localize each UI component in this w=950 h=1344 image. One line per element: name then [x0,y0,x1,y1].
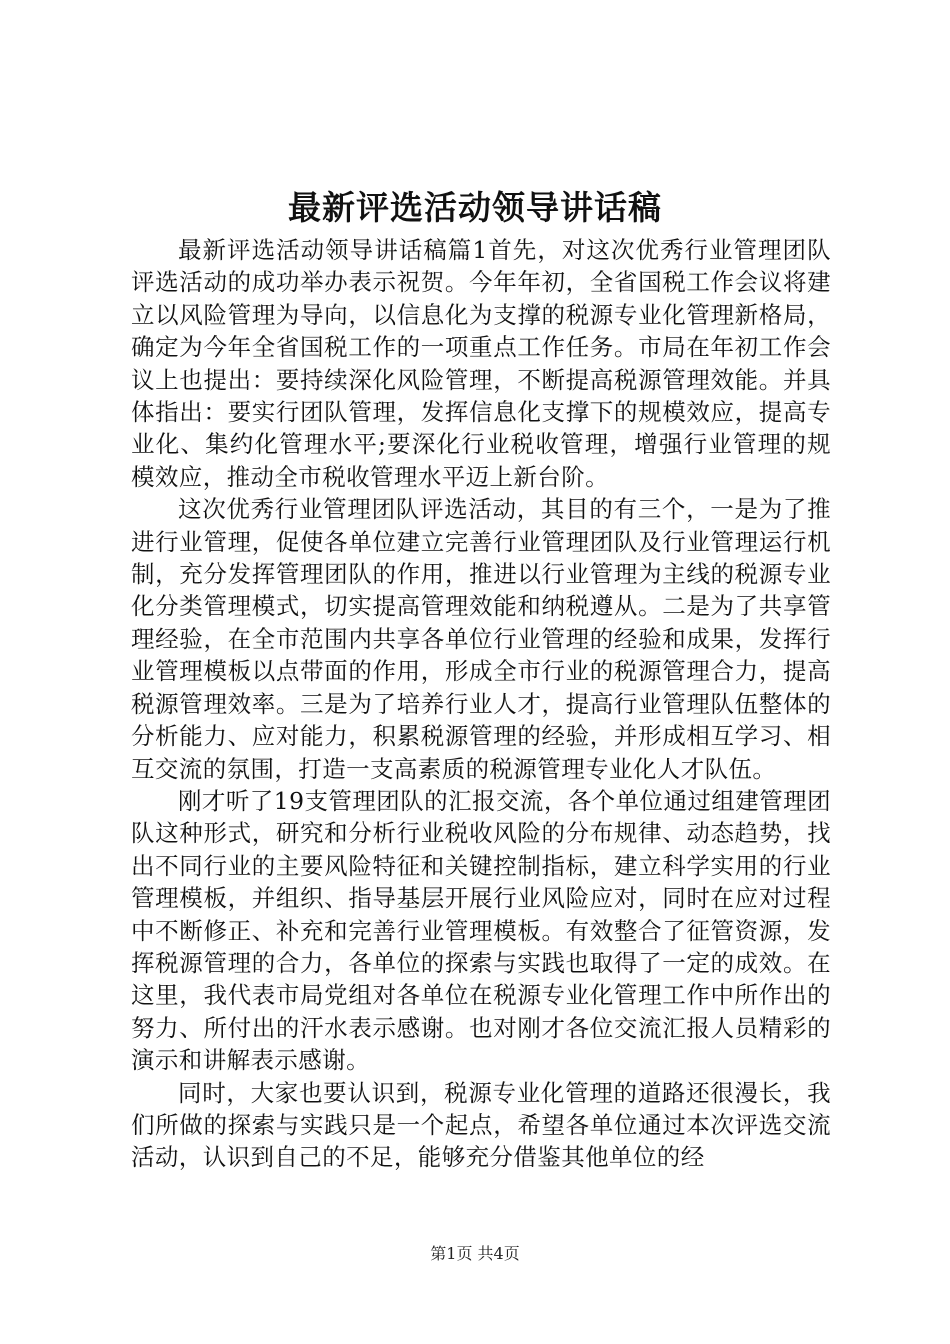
document-title: 最新评选活动领导讲话稿 [288,188,662,227]
paragraph-2: 这次优秀行业管理团队评选活动，其目的有三个，一是为了推进行业管理，促使各单位建立完善行业管理团队及行业管理运行机制，充分发挥管理团队的作用，推进以行业管理为主线的税源专业化分类管理模式，切实提高管理效能和纳税遵从。二是为了共享管理经验，在全市范围内共享各单位行业管理的经验和成果，发挥行业管理模板以点带面的作用，形成全市行业的税源管理合力，提高税源管理效率。三是为了培养行业人才，提高行业管理队伍整体的分析能力、应对能力，积累税源管理的经验，并形成相互学习、相互交流的氛围，打造一支高素质的税源管理专业化人才队伍。 [131,495,831,783]
paragraph-4: 同时，大家也要认识到，税源专业化管理的道路还很漫长，我们所做的探索与实践只是一个起点，希望各单位通过本次评选交流活动，认识到自己的不足，能够充分借鉴其他单位的经 [131,1078,831,1172]
paragraph-3: 刚才听了19支管理团队的汇报交流，各个单位通过组建管理团队这种形式，研究和分析行业税收风险的分布规律、动态趋势，找出不同行业的主要风险特征和关键控制指标，建立科学实用的行业管理模板，并组织、指导基层开展行业风险应对，同时在应对过程中不断修正、补充和完善行业管理模板。有效整合了征管资源，发挥税源管理的合力，各单位的探索与实践也取得了一定的成效。在这里，我代表市局党组对各单位在税源专业化管理工作中所作出的努力、所付出的汗水表示感谢。也对刚才各位交流汇报人员精彩的演示和讲解表示感谢。 [131,786,831,1075]
document-body [131,234,831,1174]
page-footer: 第1页 共4页 [430,1244,520,1263]
paragraph-1: 最新评选活动领导讲话稿篇1首先，对这次优秀行业管理团队评选活动的成功举办表示祝贺。今年年初，全省国税工作会议将建立以风险管理为导向，以信息化为支撑的税源专业化管理新格局，确定为今年全省国税工作的一项重点工作任务。市局在年初工作会议上也提出：要持续深化风险管理，不断提高税源管理效能。并具体指出：要实行团队管理，发挥信息化支撑下的规模效应，提高专业化、集约化管理水平;要深化行业税收管理，增强行业管理的规模效应，推动全市税收管理水平迈上新台阶。 [131,236,831,491]
